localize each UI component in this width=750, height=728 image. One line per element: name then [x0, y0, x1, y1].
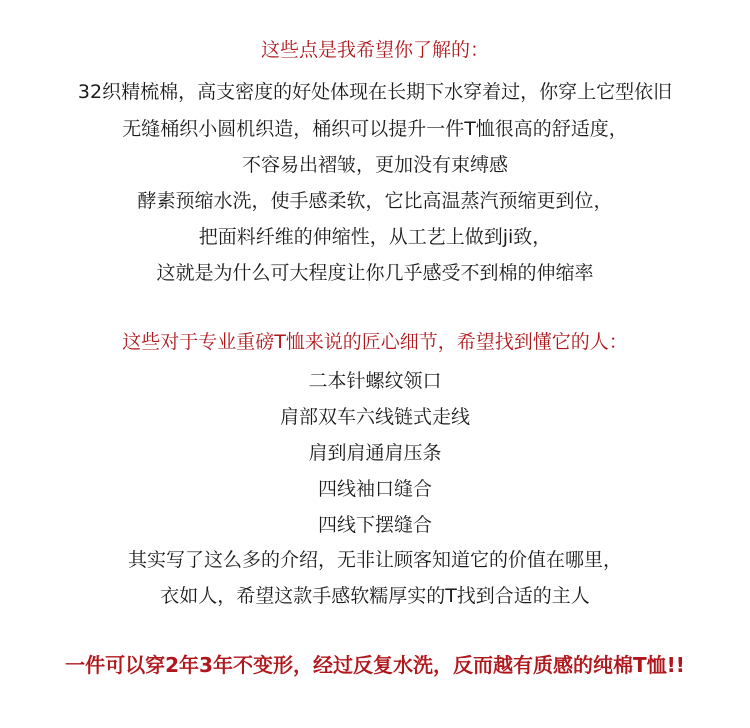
section2-line-5: 四线下摆缝合 — [317, 514, 432, 536]
section2-line-7: 衣如人，希望这款手感软糯厚实的T找到合适的主人 — [160, 585, 590, 607]
section1-line-4: 酵素预缩水洗，使手感柔软，它比高温蒸汽预缩更到位， — [137, 190, 613, 212]
section1-line-3: 不容易出褶皱，更加没有束缚感 — [241, 154, 508, 176]
section1-line-2: 无缝桶织小圆机织造，桶织可以提升一件T恤很高的舒适度， — [122, 118, 628, 140]
section2-line-6: 其实写了这么多的介绍，无非让顾客知道它的价值在哪里， — [127, 549, 622, 571]
section1-heading: 这些点是我希望你了解的： — [260, 39, 489, 61]
section1-line-5: 把面料纤维的伸缩性，从工艺上做到ji致， — [198, 226, 552, 248]
section1-line-6: 这就是为什么可大程度让你几乎感受不到棉的伸缩率 — [156, 262, 594, 284]
section2-line-2: 肩部双车六线链式走线 — [279, 406, 470, 428]
section1-line-1: 32织精梳棉，高支密度的好处体现在长期下水穿着过，你穿上它型依旧 — [77, 81, 673, 103]
section2-line-3: 肩到肩通肩压条 — [308, 442, 442, 464]
section2-line-4: 四线袖口缝合 — [317, 478, 432, 500]
section2-heading: 这些对于专业重磅T恤来说的匠心细节，希望找到懂它的人： — [122, 331, 628, 353]
section2-line-1: 二本针螺纹领口 — [308, 370, 442, 392]
bottom-banner: 一件可以穿2年3年不变形，经过反复水洗，反而越有质感的纯棉T恤!! — [65, 653, 685, 677]
